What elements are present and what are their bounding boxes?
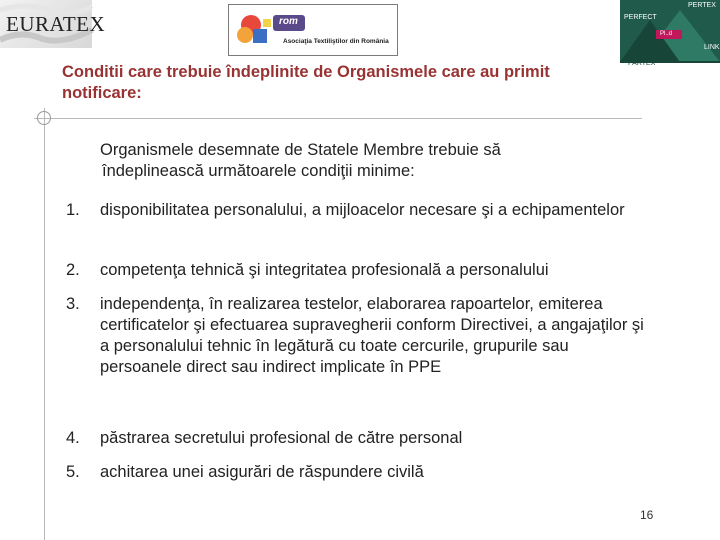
horizontal-guide-line (34, 118, 642, 119)
pertex-pland-label: Pl..d (660, 31, 673, 37)
intro-paragraph (100, 140, 640, 182)
list-item-text: achitarea unei asigurări de răspundere civilă (100, 463, 424, 481)
intro-line-2: îndeplinească următoarele condiţii minime: (102, 162, 415, 180)
list-item-number: 2. (66, 261, 80, 279)
pertex-perfect-label: PERFECT (624, 14, 657, 21)
list-item-text: păstrarea secretului profesional de către personal (100, 429, 463, 447)
atr-logo-small-text: rom (279, 16, 298, 27)
pertex-link-label: LINK (704, 44, 720, 51)
vertical-guide-line (44, 108, 45, 540)
list-item-number: 5. (66, 463, 80, 481)
pertex-bottom-label: PARTEX (628, 60, 656, 67)
euratex-logo (0, 0, 106, 48)
list-item-text: competenţa tehnică şi integritatea profesională a personalului (100, 261, 549, 279)
atr-emblem (229, 5, 397, 55)
pertex-top-label: PERTEX (688, 2, 716, 9)
page-number: 16 (640, 508, 654, 522)
crosshair-circle (37, 111, 51, 125)
list-item-number: 4. (66, 429, 80, 447)
atr-caption: Asociaţia Textiliştilor din România (283, 38, 389, 45)
intro-line-1: Organismele desemnate de Statele Membre trebuie să (100, 141, 501, 159)
list-item-number: 1. (66, 201, 80, 219)
atr-logo (228, 4, 398, 56)
euratex-wordmark: EURATEX (6, 12, 106, 36)
list-item-text: independenţa, în realizarea testelor, elaborarea rapoartelor, emiterea certificatelor şi efectuarea supravegherii conform Directivei, a angajaţilor şi a personalului tehnic în legătură cu toate cercurile, grupurile sau persoanele direct sau indirect implicate în PPE (100, 295, 644, 376)
pertex-logo (620, 0, 720, 72)
list-item-text: disponibilitatea personalului, a mijloacelor necesare şi a echipamentelor (100, 201, 625, 219)
list-item-number: 3. (66, 295, 80, 313)
slide-title: Conditii care trebuie îndeplinite de Organismele care au primit notificare: (62, 63, 550, 102)
